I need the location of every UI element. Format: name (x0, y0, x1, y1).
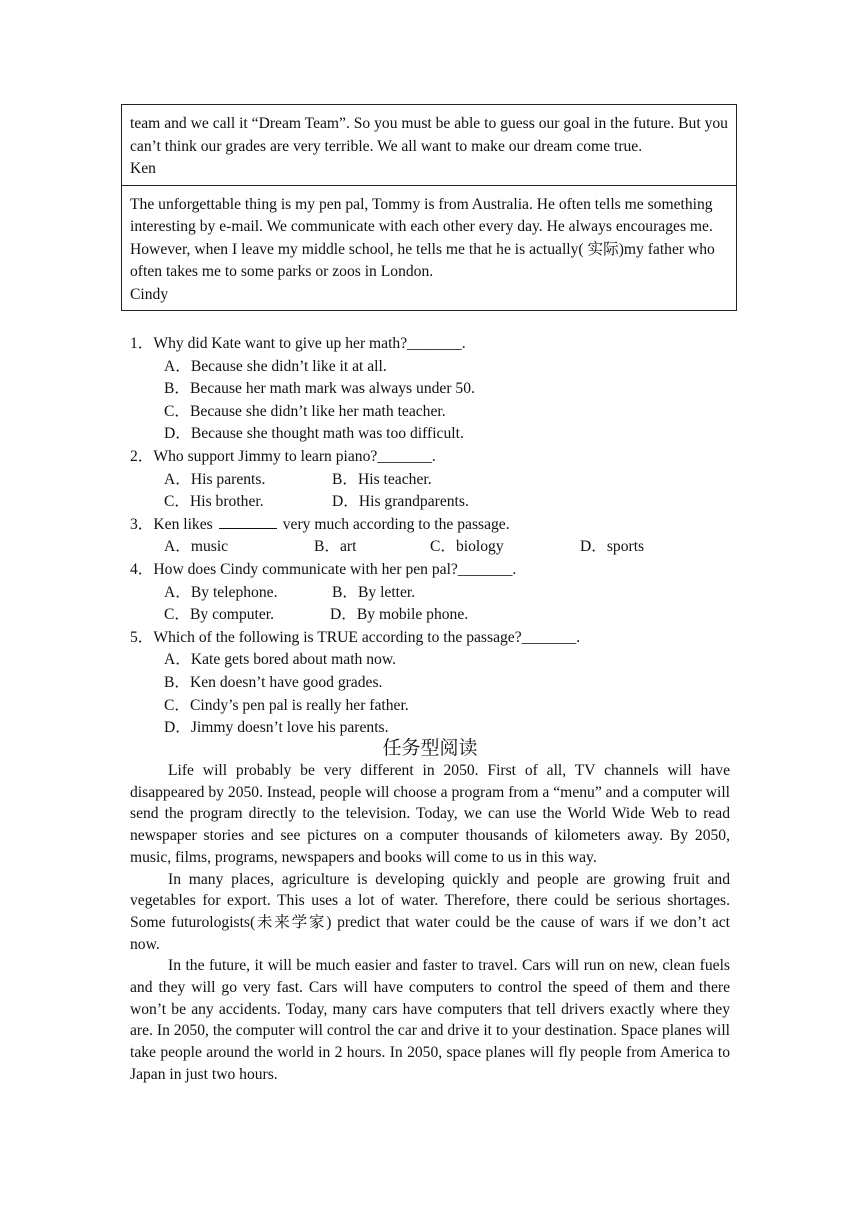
option-5d: D．Jimmy doesn’t love his parents. (164, 719, 389, 737)
option-3b: B．art (314, 538, 357, 556)
option-1b: B．Because her math mark was always under 50. (164, 380, 475, 398)
letters-table (121, 104, 737, 311)
option-2d: D．His grandparents. (332, 493, 469, 511)
paragraph-3: In the future, it will be much easier and faster to travel. Cars will run on new, clean fuels and they will go very fast. Cars will have computers to control the speed of them and there won’t be any accidents. Today, many cars have computers that tell drivers exactly where they are. In 2050, the computer will control the car and drive it to your destination. Space planes will take people around the world in 2 hours. In 2050, space planes will fly people from America to Japan in just two hours. (130, 957, 730, 1083)
option-2c: C．His brother. (164, 493, 264, 511)
paragraph-2: In many places, agriculture is developing quickly and people are growing fruit and vegetables for export. This uses a lot of water. Therefore, there could be serious shortages. Some futurologists(未来学家) predict that water could be the cause of wars if we don’t act now. (130, 870, 730, 953)
option-5a: A．Kate gets bored about math now. (164, 651, 396, 669)
option-5b: B．Ken doesn’t have good grades. (164, 673, 383, 691)
cell-text: The unforgettable thing is my pen pal, Tommy is from Australia. He often tells me something interesting by e-mail. We communicate with each other every day. He always encourages me. However, when I leave my middle school, he tells me that he is actually( 实际)my father who often takes me to some parks or zoos in London. (130, 195, 715, 280)
option-row-3 (164, 536, 740, 559)
option-4c: C．By computer. (164, 606, 275, 624)
question-list (130, 333, 740, 740)
option-2a: A．His parents. (164, 470, 266, 488)
option-4a: A．By telephone. (164, 583, 278, 601)
cell-signature: Cindy (130, 285, 169, 303)
option-4d: D．By mobile phone. (330, 606, 469, 624)
option-1c: C．Because she didn’t like her math teacher. (164, 402, 446, 420)
option-row-4ab (164, 582, 740, 605)
cell-text: team and we call it “Dream Team”. So you must be able to guess our goal in the future. But you can’t think our grades are very terrible. We all want to make our dream come true. (130, 115, 728, 155)
question-3-stem-end: very much according to the passage. (282, 515, 510, 533)
option-3d: D．sports (580, 538, 645, 556)
section-title: 任务型阅读 (382, 737, 478, 759)
paragraph-1: Life will probably be very different in 2050. First of all, TV channels will have disappeared by 2050. Instead, people will choose a program from a “menu” and a computer will send the program directly to the television. Today, we can use the World Wide Web to read newspaper stories and see pictures on a computer thousands of kilometers away. By 2050, music, films, programs, newspapers and books will come to us in this way. (130, 762, 730, 866)
option-row-2cd (164, 491, 740, 514)
question-3 (130, 514, 740, 537)
reading-passage (130, 760, 730, 1086)
question-5: 5．Which of the following is TRUE according to the passage?_______. (130, 628, 581, 646)
table-cell-cindy (122, 185, 736, 311)
option-1a: A．Because she didn’t like it at all. (164, 357, 387, 375)
cell-signature: Ken (130, 160, 156, 177)
option-1d: D．Because she thought math was too difficult. (164, 425, 464, 443)
option-4b: B．By letter. (332, 583, 416, 601)
answer-blank (219, 514, 277, 529)
option-row-4cd (164, 604, 740, 627)
question-3-stem-start: 3．Ken likes (130, 515, 213, 533)
question-1: 1．Why did Kate want to give up her math?_______. (130, 335, 466, 352)
table-cell-ken (122, 105, 736, 185)
option-2b: B．His teacher. (332, 470, 432, 488)
option-5c: C．Cindy’s pen pal is really her father. (164, 696, 409, 714)
question-4: 4．How does Cindy communicate with her pen pal?_______. (130, 560, 517, 578)
question-2: 2．Who support Jimmy to learn piano?_______. (130, 447, 436, 465)
option-row-2ab (164, 469, 740, 492)
option-3a: A．music (164, 538, 229, 556)
option-3c: C．biology (430, 538, 504, 556)
